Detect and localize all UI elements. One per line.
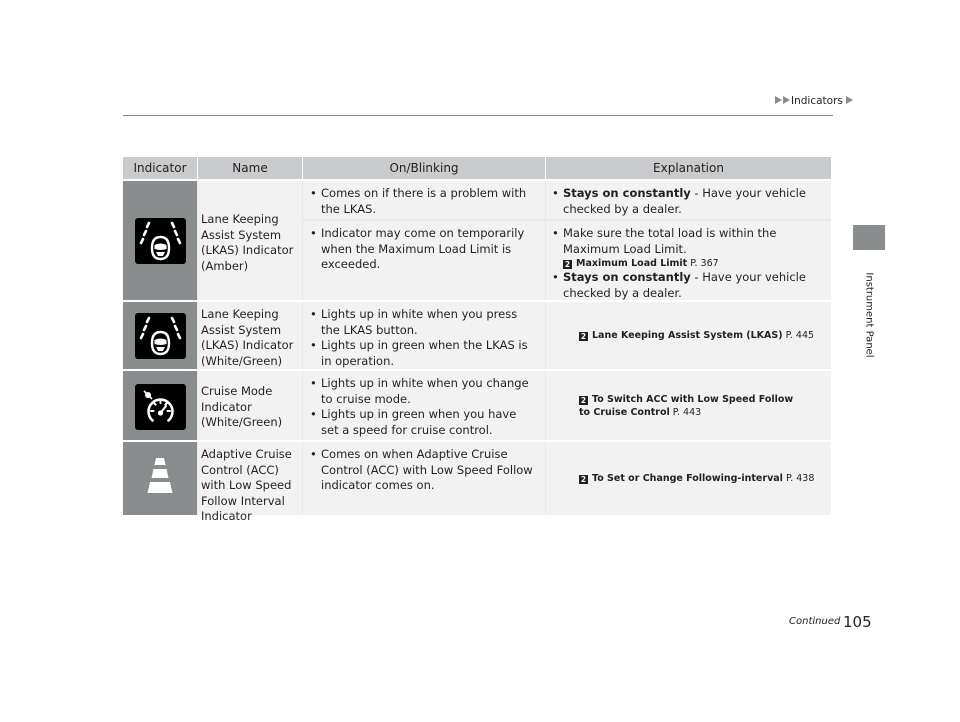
list-item: • Indicator may come on temporarily when the Maximum Load Limit is exceeded. [310, 226, 535, 273]
table-row [123, 371, 831, 440]
lkas-icon [135, 218, 186, 264]
list-item: • Lights up in green when you have set a speed for cruise control. [310, 407, 535, 438]
list-item: • Stays on constantly - Have your vehicle checked by a dealer. [552, 186, 824, 217]
page-reference[interactable]: 2 Maximum Load Limit P. 367 [564, 258, 719, 269]
col-header-explanation: Explanation [546, 157, 831, 179]
indicator-name: Adaptive Cruise Control (ACC) with Low Speed Follow Interval Indicator [201, 447, 292, 523]
cruise-mode-icon [135, 384, 186, 430]
triangle-icon [775, 96, 782, 104]
page-reference[interactable]: 2 Lane Keeping Assist System (LKAS) P. 445 [580, 330, 815, 341]
lkas-icon [135, 313, 186, 359]
reference-arrow-icon: 2 [580, 332, 587, 341]
page-number: 105 [843, 613, 872, 631]
indicator-name: Lane Keeping Assist System (LKAS) Indicator (Amber) [201, 212, 294, 273]
reference-arrow-icon: 2 [580, 396, 587, 405]
list-item: • Lights up in green when the LKAS is in operation. [310, 338, 535, 369]
reference-arrow-icon: 2 [580, 475, 587, 484]
table-row [123, 181, 831, 300]
side-tab-label: Instrument Panel [863, 272, 875, 358]
header-rule [123, 115, 833, 116]
emphasis: Stays on constantly [563, 186, 691, 200]
breadcrumb-label: Indicators [791, 95, 843, 107]
list-item: • Lights up in white when you press the LKAS button. [310, 307, 535, 338]
indicator-cell [123, 442, 197, 515]
table-row [123, 302, 831, 369]
reference-arrow-icon: 2 [564, 260, 571, 269]
col-header-name: Name [198, 157, 302, 179]
col-header-indicator: Indicator [123, 157, 197, 179]
list-item: • Comes on when Adaptive Cruise Control (ACC) with Low Speed Follow indicator comes on. [310, 447, 535, 494]
list-item: • Lights up in white when you change to cruise mode. [310, 376, 535, 407]
continued-note: Continued [789, 616, 841, 627]
list-item: • Stays on constantly - Have your vehicle checked by a dealer. [552, 270, 824, 301]
indicator-cell [123, 371, 197, 440]
indicator-name: Lane Keeping Assist System (LKAS) Indicator (White/Green) [201, 307, 294, 368]
indicator-name: Cruise Mode Indicator (White/Green) [201, 384, 283, 429]
triangle-icon [783, 96, 790, 104]
page-reference[interactable]: 2 To Switch ACC with Low Speed Follow to Cruise Control P. 443 [579, 394, 794, 418]
triangle-icon [846, 96, 853, 104]
list-item: • Comes on if there is a problem with the LKAS. [310, 186, 535, 217]
indicator-cell [123, 302, 197, 369]
following-interval-icon [141, 456, 179, 502]
indicator-cell [123, 181, 197, 300]
emphasis: Stays on constantly [563, 270, 691, 284]
col-header-on-blinking: On/Blinking [303, 157, 545, 179]
table-row [123, 442, 831, 523]
breadcrumb [775, 95, 854, 107]
page-reference[interactable]: 2 To Set or Change Following-interval P. 438 [580, 473, 815, 484]
list-item: • Make sure the total load is within the Maximum Load Limit. [552, 226, 824, 257]
side-tab [853, 225, 885, 250]
